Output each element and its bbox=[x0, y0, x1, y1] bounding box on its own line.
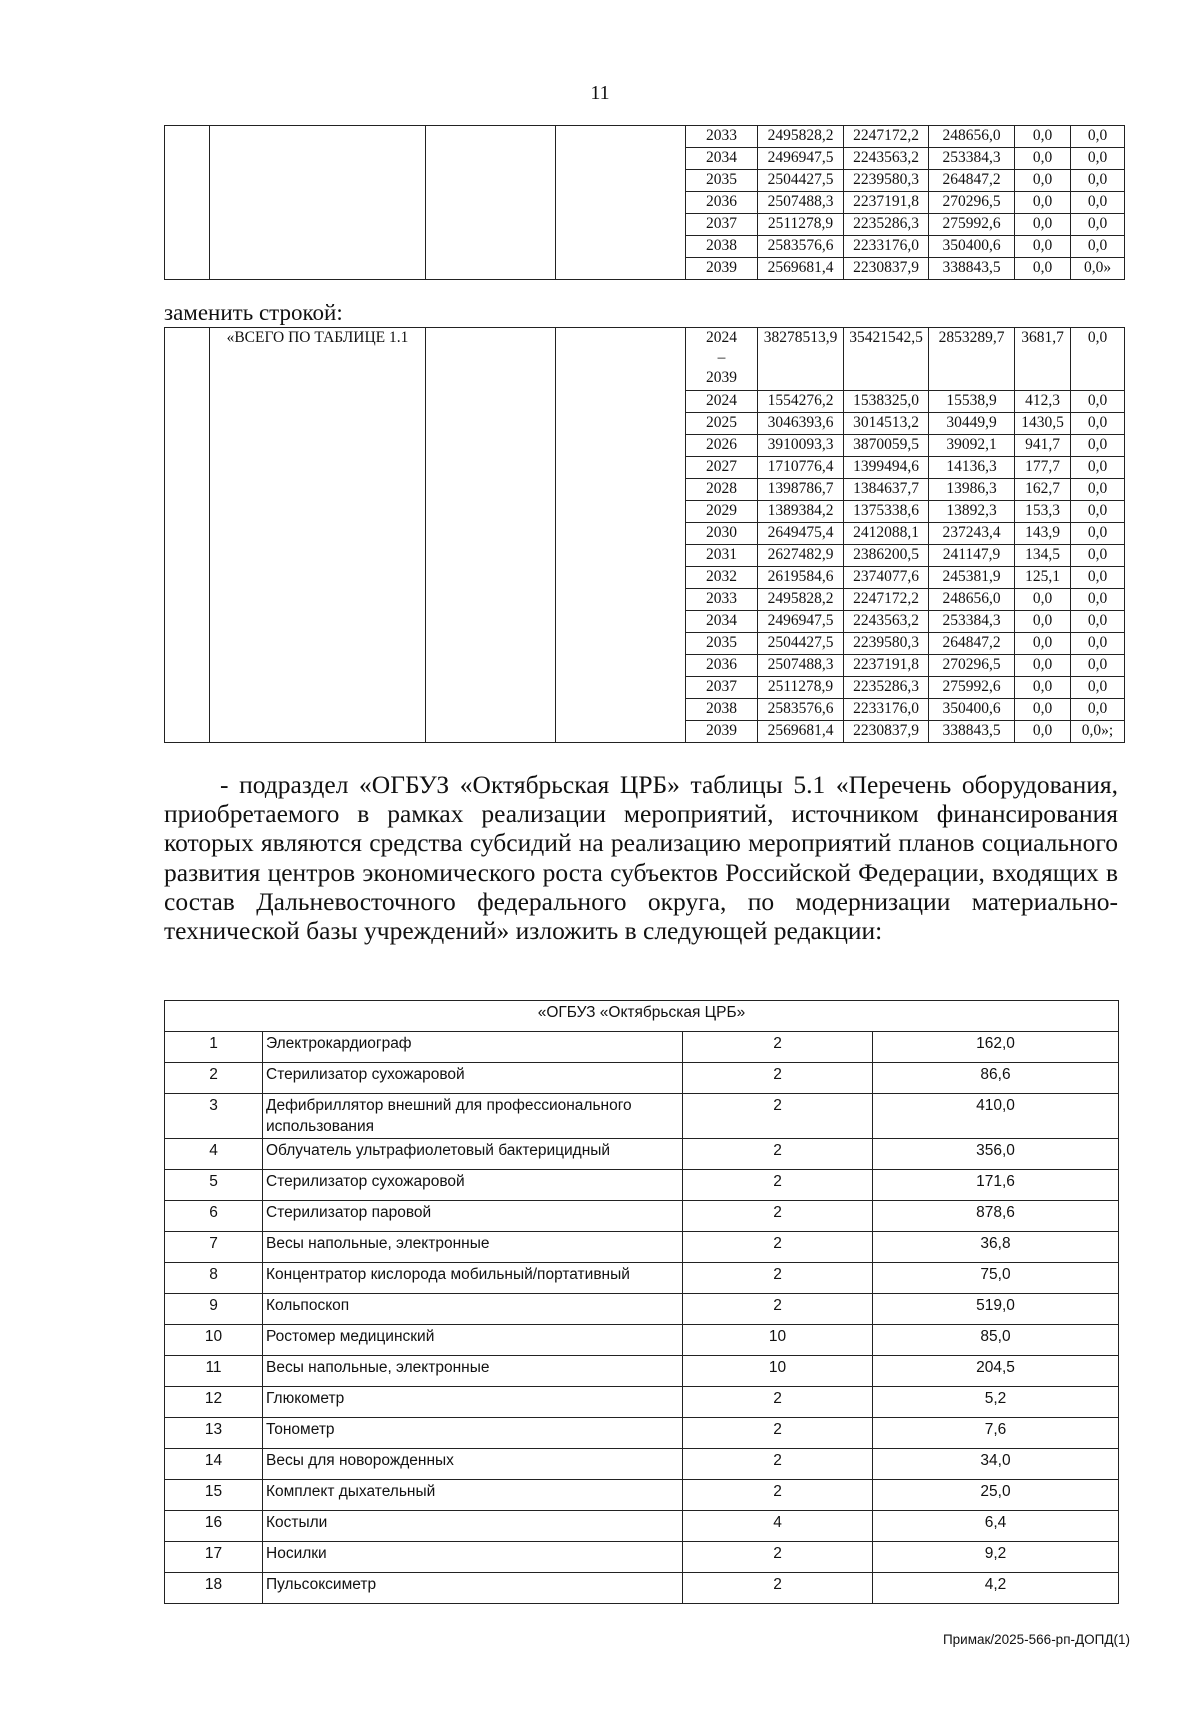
cost: 34,0 bbox=[873, 1449, 1119, 1480]
year-cell: 2031 bbox=[686, 545, 758, 567]
value-cell: 1430,5 bbox=[1015, 413, 1071, 435]
empty-cell bbox=[210, 126, 426, 280]
equipment-name: Ростомер медицинский bbox=[263, 1325, 683, 1356]
quantity: 2 bbox=[683, 1232, 873, 1263]
value-cell: 0,0 bbox=[1071, 391, 1125, 413]
table-row bbox=[165, 1418, 1119, 1449]
row-number: 9 bbox=[165, 1294, 263, 1325]
equipment-name: Весы для новорожденных bbox=[263, 1449, 683, 1480]
quantity: 2 bbox=[683, 1480, 873, 1511]
value-cell: 2504427,5 bbox=[758, 633, 844, 655]
value-cell: 2243563,2 bbox=[844, 611, 929, 633]
period-value: 38278513,9 bbox=[758, 328, 844, 391]
value-cell: 143,9 bbox=[1015, 523, 1071, 545]
period-dash: – bbox=[717, 349, 726, 366]
value-cell: 0,0 bbox=[1015, 192, 1071, 214]
value-cell: 177,7 bbox=[1015, 457, 1071, 479]
table-row bbox=[165, 1139, 1119, 1170]
value-cell: 0,0 bbox=[1071, 126, 1125, 148]
value-cell: 2496947,5 bbox=[758, 148, 844, 170]
year-cell: 2037 bbox=[686, 214, 758, 236]
equipment-name: Стерилизатор сухожаровой bbox=[263, 1063, 683, 1094]
value-cell: 275992,6 bbox=[929, 214, 1015, 236]
page-number: 11 bbox=[590, 82, 610, 104]
value-cell: 350400,6 bbox=[929, 699, 1015, 721]
table-row bbox=[165, 1356, 1119, 1387]
value-cell: 2511278,9 bbox=[758, 677, 844, 699]
row-number: 1 bbox=[165, 1032, 263, 1063]
table-row bbox=[165, 1449, 1119, 1480]
value-cell: 0,0 bbox=[1015, 655, 1071, 677]
continued-table bbox=[164, 125, 1125, 280]
cost: 5,2 bbox=[873, 1387, 1119, 1418]
year-cell: 2038 bbox=[686, 236, 758, 258]
table-row bbox=[165, 1542, 1119, 1573]
quantity: 2 bbox=[683, 1294, 873, 1325]
value-cell: 2583576,6 bbox=[758, 236, 844, 258]
value-cell: 264847,2 bbox=[929, 170, 1015, 192]
value-cell: 2504427,5 bbox=[758, 170, 844, 192]
value-cell: 2239580,3 bbox=[844, 170, 929, 192]
value-cell: 2412088,1 bbox=[844, 523, 929, 545]
value-cell: 2583576,6 bbox=[758, 699, 844, 721]
value-cell: 2569681,4 bbox=[758, 721, 844, 743]
quantity: 2 bbox=[683, 1094, 873, 1139]
empty-cell bbox=[556, 126, 686, 280]
value-cell: 0,0 bbox=[1071, 589, 1125, 611]
row-number: 18 bbox=[165, 1573, 263, 1604]
quantity: 10 bbox=[683, 1325, 873, 1356]
year-cell: 2030 bbox=[686, 523, 758, 545]
year-cell: 2036 bbox=[686, 192, 758, 214]
quantity: 2 bbox=[683, 1263, 873, 1294]
value-cell: 0,0 bbox=[1071, 677, 1125, 699]
value-cell: 338843,5 bbox=[929, 258, 1015, 280]
year-cell: 2033 bbox=[686, 589, 758, 611]
value-cell: 3046393,6 bbox=[758, 413, 844, 435]
value-cell: 0,0 bbox=[1071, 236, 1125, 258]
equipment-name: Глюкометр bbox=[263, 1387, 683, 1418]
value-cell: 1398786,7 bbox=[758, 479, 844, 501]
equipment-name: Электрокардиограф bbox=[263, 1032, 683, 1063]
value-cell: 13986,3 bbox=[929, 479, 1015, 501]
value-cell: 0,0 bbox=[1015, 699, 1071, 721]
table-row bbox=[165, 126, 1125, 148]
total-table bbox=[164, 327, 1125, 743]
cost: 6,4 bbox=[873, 1511, 1119, 1542]
value-cell: 0,0 bbox=[1071, 655, 1125, 677]
value-cell: 0,0 bbox=[1071, 192, 1125, 214]
value-cell: 350400,6 bbox=[929, 236, 1015, 258]
equipment-table bbox=[164, 1000, 1119, 1604]
value-cell: 2235286,3 bbox=[844, 677, 929, 699]
value-cell: 0,0 bbox=[1071, 633, 1125, 655]
year-cell: 2034 bbox=[686, 148, 758, 170]
value-cell: 2247172,2 bbox=[844, 589, 929, 611]
row-number: 8 bbox=[165, 1263, 263, 1294]
equipment-name: Дефибриллятор внешний для профессионального использования bbox=[263, 1094, 683, 1139]
amendment-paragraph: - подраздел «ОГБУЗ «Октябрьская ЦРБ» таблицы 5.1 «Перечень оборудования, приобретаемого в рамках реализации мероприятий, источником финансирования которых являются средства субсидий на реализацию мероприятий планов социального развития центров экономического роста субъектов Российской Федерации, входящих в состав Дальневосточного федерального округа, по модернизации материально-технической базы учреждений» изложить в следующей редакции: bbox=[164, 770, 1118, 946]
value-cell: 0,0 bbox=[1071, 523, 1125, 545]
quantity: 2 bbox=[683, 1542, 873, 1573]
value-cell: 2247172,2 bbox=[844, 126, 929, 148]
table-row bbox=[165, 1325, 1119, 1356]
quantity: 2 bbox=[683, 1449, 873, 1480]
value-cell: 338843,5 bbox=[929, 721, 1015, 743]
table-row bbox=[165, 1170, 1119, 1201]
value-cell: 2511278,9 bbox=[758, 214, 844, 236]
row-number: 7 bbox=[165, 1232, 263, 1263]
value-cell: 125,1 bbox=[1015, 567, 1071, 589]
value-cell: 0,0 bbox=[1015, 148, 1071, 170]
table-row bbox=[165, 1063, 1119, 1094]
year-cell: 2026 bbox=[686, 435, 758, 457]
year-cell: 2027 bbox=[686, 457, 758, 479]
value-cell: 134,5 bbox=[1015, 545, 1071, 567]
year-cell: 2024 bbox=[686, 391, 758, 413]
value-cell: 0,0» bbox=[1071, 258, 1125, 280]
table-row bbox=[165, 1573, 1119, 1604]
table-row bbox=[165, 1387, 1119, 1418]
empty-cell bbox=[165, 328, 210, 743]
period-value: 3681,7 bbox=[1015, 328, 1071, 391]
value-cell: 1384637,7 bbox=[844, 479, 929, 501]
year-cell: 2039 bbox=[686, 721, 758, 743]
value-cell: 0,0 bbox=[1071, 501, 1125, 523]
value-cell: 2243563,2 bbox=[844, 148, 929, 170]
quantity: 2 bbox=[683, 1170, 873, 1201]
row-number: 14 bbox=[165, 1449, 263, 1480]
period-start: 2024 bbox=[706, 329, 737, 346]
year-cell: 2036 bbox=[686, 655, 758, 677]
value-cell: 0,0 bbox=[1015, 258, 1071, 280]
total-title: «ВСЕГО ПО ТАБЛИЦЕ 1.1 bbox=[210, 328, 426, 743]
table-row bbox=[165, 1480, 1119, 1511]
value-cell: 1399494,6 bbox=[844, 457, 929, 479]
value-cell: 0,0 bbox=[1015, 633, 1071, 655]
table-row bbox=[165, 1511, 1119, 1542]
value-cell: 0,0 bbox=[1015, 126, 1071, 148]
year-cell: 2025 bbox=[686, 413, 758, 435]
year-cell: 2037 bbox=[686, 677, 758, 699]
quantity: 2 bbox=[683, 1573, 873, 1604]
equipment-header: «ОГБУЗ «Октябрьская ЦРБ» bbox=[165, 1001, 1119, 1032]
year-cell: 2032 bbox=[686, 567, 758, 589]
equipment-name: Стерилизатор сухожаровой bbox=[263, 1170, 683, 1201]
value-cell: 1554276,2 bbox=[758, 391, 844, 413]
value-cell: 2619584,6 bbox=[758, 567, 844, 589]
cost: 410,0 bbox=[873, 1094, 1119, 1139]
equipment-name: Весы напольные, электронные bbox=[263, 1232, 683, 1263]
cost: 878,6 bbox=[873, 1201, 1119, 1232]
value-cell: 253384,3 bbox=[929, 611, 1015, 633]
value-cell: 0,0 bbox=[1015, 721, 1071, 743]
value-cell: 270296,5 bbox=[929, 655, 1015, 677]
value-cell: 14136,3 bbox=[929, 457, 1015, 479]
table-row bbox=[165, 1232, 1119, 1263]
year-cell: 2029 bbox=[686, 501, 758, 523]
value-cell: 3910093,3 bbox=[758, 435, 844, 457]
value-cell: 2235286,3 bbox=[844, 214, 929, 236]
value-cell: 2237191,8 bbox=[844, 655, 929, 677]
cost: 171,6 bbox=[873, 1170, 1119, 1201]
equipment-name: Тонометр bbox=[263, 1418, 683, 1449]
value-cell: 2495828,2 bbox=[758, 126, 844, 148]
value-cell: 153,3 bbox=[1015, 501, 1071, 523]
cost: 356,0 bbox=[873, 1139, 1119, 1170]
value-cell: 13892,3 bbox=[929, 501, 1015, 523]
value-cell: 270296,5 bbox=[929, 192, 1015, 214]
value-cell: 0,0»; bbox=[1071, 721, 1125, 743]
quantity: 2 bbox=[683, 1063, 873, 1094]
period-value: 35421542,5 bbox=[844, 328, 929, 391]
year-cell: 2038 bbox=[686, 699, 758, 721]
row-number: 11 bbox=[165, 1356, 263, 1387]
row-number: 10 bbox=[165, 1325, 263, 1356]
row-number: 12 bbox=[165, 1387, 263, 1418]
equipment-name: Носилки bbox=[263, 1542, 683, 1573]
value-cell: 0,0 bbox=[1071, 611, 1125, 633]
year-cell: 2035 bbox=[686, 170, 758, 192]
quantity: 2 bbox=[683, 1201, 873, 1232]
equipment-name: Весы напольные, электронные bbox=[263, 1356, 683, 1387]
value-cell: 0,0 bbox=[1071, 699, 1125, 721]
value-cell: 2507488,3 bbox=[758, 655, 844, 677]
value-cell: 0,0 bbox=[1071, 545, 1125, 567]
value-cell: 2374077,6 bbox=[844, 567, 929, 589]
row-number: 5 bbox=[165, 1170, 263, 1201]
year-cell: 2028 bbox=[686, 479, 758, 501]
value-cell: 0,0 bbox=[1015, 677, 1071, 699]
empty-cell bbox=[556, 328, 686, 743]
row-number: 6 bbox=[165, 1201, 263, 1232]
year-cell: 2039 bbox=[686, 258, 758, 280]
empty-cell bbox=[165, 126, 210, 280]
quantity: 2 bbox=[683, 1418, 873, 1449]
value-cell: 248656,0 bbox=[929, 126, 1015, 148]
empty-cell bbox=[426, 126, 556, 280]
value-cell: 0,0 bbox=[1071, 413, 1125, 435]
value-cell: 253384,3 bbox=[929, 148, 1015, 170]
value-cell: 2230837,9 bbox=[844, 258, 929, 280]
table-row bbox=[165, 1263, 1119, 1294]
equipment-name: Костыли bbox=[263, 1511, 683, 1542]
value-cell: 264847,2 bbox=[929, 633, 1015, 655]
value-cell: 0,0 bbox=[1015, 214, 1071, 236]
value-cell: 0,0 bbox=[1071, 214, 1125, 236]
value-cell: 0,0 bbox=[1071, 435, 1125, 457]
value-cell: 2386200,5 bbox=[844, 545, 929, 567]
cost: 7,6 bbox=[873, 1418, 1119, 1449]
replace-label: заменить строкой: bbox=[164, 300, 343, 325]
equipment-name: Пульсоксиметр bbox=[263, 1573, 683, 1604]
value-cell: 2230837,9 bbox=[844, 721, 929, 743]
cost: 9,2 bbox=[873, 1542, 1119, 1573]
cost: 86,6 bbox=[873, 1063, 1119, 1094]
total-period-row bbox=[165, 328, 1125, 391]
value-cell: 2569681,4 bbox=[758, 258, 844, 280]
value-cell: 412,3 bbox=[1015, 391, 1071, 413]
cost: 4,2 bbox=[873, 1573, 1119, 1604]
value-cell: 1375338,6 bbox=[844, 501, 929, 523]
value-cell: 0,0 bbox=[1015, 611, 1071, 633]
value-cell: 30449,9 bbox=[929, 413, 1015, 435]
equipment-name: Облучатель ультрафиолетовый бактерицидный bbox=[263, 1139, 683, 1170]
table-row bbox=[165, 1032, 1119, 1063]
value-cell: 0,0 bbox=[1071, 148, 1125, 170]
period-value: 2853289,7 bbox=[929, 328, 1015, 391]
value-cell: 162,7 bbox=[1015, 479, 1071, 501]
cost: 75,0 bbox=[873, 1263, 1119, 1294]
table-row bbox=[165, 1201, 1119, 1232]
value-cell: 2649475,4 bbox=[758, 523, 844, 545]
cost: 519,0 bbox=[873, 1294, 1119, 1325]
row-number: 17 bbox=[165, 1542, 263, 1573]
value-cell: 0,0 bbox=[1071, 567, 1125, 589]
value-cell: 237243,4 bbox=[929, 523, 1015, 545]
value-cell: 15538,9 bbox=[929, 391, 1015, 413]
value-cell: 0,0 bbox=[1071, 457, 1125, 479]
equipment-name: Стерилизатор паровой bbox=[263, 1201, 683, 1232]
equipment-name: Концентратор кислорода мобильный/портативный bbox=[263, 1263, 683, 1294]
quantity: 2 bbox=[683, 1387, 873, 1418]
cost: 162,0 bbox=[873, 1032, 1119, 1063]
cost: 36,8 bbox=[873, 1232, 1119, 1263]
value-cell: 2233176,0 bbox=[844, 236, 929, 258]
value-cell: 275992,6 bbox=[929, 677, 1015, 699]
value-cell: 39092,1 bbox=[929, 435, 1015, 457]
equipment-name: Комплект дыхательный bbox=[263, 1480, 683, 1511]
value-cell: 1389384,2 bbox=[758, 501, 844, 523]
value-cell: 2507488,3 bbox=[758, 192, 844, 214]
value-cell: 1710776,4 bbox=[758, 457, 844, 479]
equipment-header-row bbox=[165, 1001, 1119, 1032]
quantity: 2 bbox=[683, 1032, 873, 1063]
quantity: 4 bbox=[683, 1511, 873, 1542]
value-cell: 2237191,8 bbox=[844, 192, 929, 214]
cost: 85,0 bbox=[873, 1325, 1119, 1356]
value-cell: 0,0 bbox=[1015, 170, 1071, 192]
year-cell: 2033 bbox=[686, 126, 758, 148]
cost: 204,5 bbox=[873, 1356, 1119, 1387]
cost: 25,0 bbox=[873, 1480, 1119, 1511]
value-cell: 0,0 bbox=[1015, 589, 1071, 611]
value-cell: 941,7 bbox=[1015, 435, 1071, 457]
value-cell: 245381,9 bbox=[929, 567, 1015, 589]
year-cell: 2035 bbox=[686, 633, 758, 655]
value-cell: 3014513,2 bbox=[844, 413, 929, 435]
value-cell: 0,0 bbox=[1071, 170, 1125, 192]
value-cell: 241147,9 bbox=[929, 545, 1015, 567]
quantity: 10 bbox=[683, 1356, 873, 1387]
empty-cell bbox=[426, 328, 556, 743]
value-cell: 2627482,9 bbox=[758, 545, 844, 567]
table-row bbox=[165, 1294, 1119, 1325]
quantity: 2 bbox=[683, 1139, 873, 1170]
value-cell: 248656,0 bbox=[929, 589, 1015, 611]
value-cell: 0,0 bbox=[1015, 236, 1071, 258]
value-cell: 2495828,2 bbox=[758, 589, 844, 611]
value-cell: 2233176,0 bbox=[844, 699, 929, 721]
value-cell: 0,0 bbox=[1071, 479, 1125, 501]
row-number: 3 bbox=[165, 1094, 263, 1139]
row-number: 13 bbox=[165, 1418, 263, 1449]
year-cell: 2034 bbox=[686, 611, 758, 633]
document-code: Примак/2025-566-рп-ДОПД(1) bbox=[942, 1632, 1130, 1647]
value-cell: 2239580,3 bbox=[844, 633, 929, 655]
value-cell: 3870059,5 bbox=[844, 435, 929, 457]
period-end: 2039 bbox=[706, 369, 737, 386]
period-value: 0,0 bbox=[1071, 328, 1125, 391]
row-number: 15 bbox=[165, 1480, 263, 1511]
equipment-name: Кольпоскоп bbox=[263, 1294, 683, 1325]
row-number: 4 bbox=[165, 1139, 263, 1170]
value-cell: 1538325,0 bbox=[844, 391, 929, 413]
value-cell: 2496947,5 bbox=[758, 611, 844, 633]
row-number: 16 bbox=[165, 1511, 263, 1542]
period-cell bbox=[686, 328, 758, 391]
row-number: 2 bbox=[165, 1063, 263, 1094]
table-row bbox=[165, 1094, 1119, 1139]
